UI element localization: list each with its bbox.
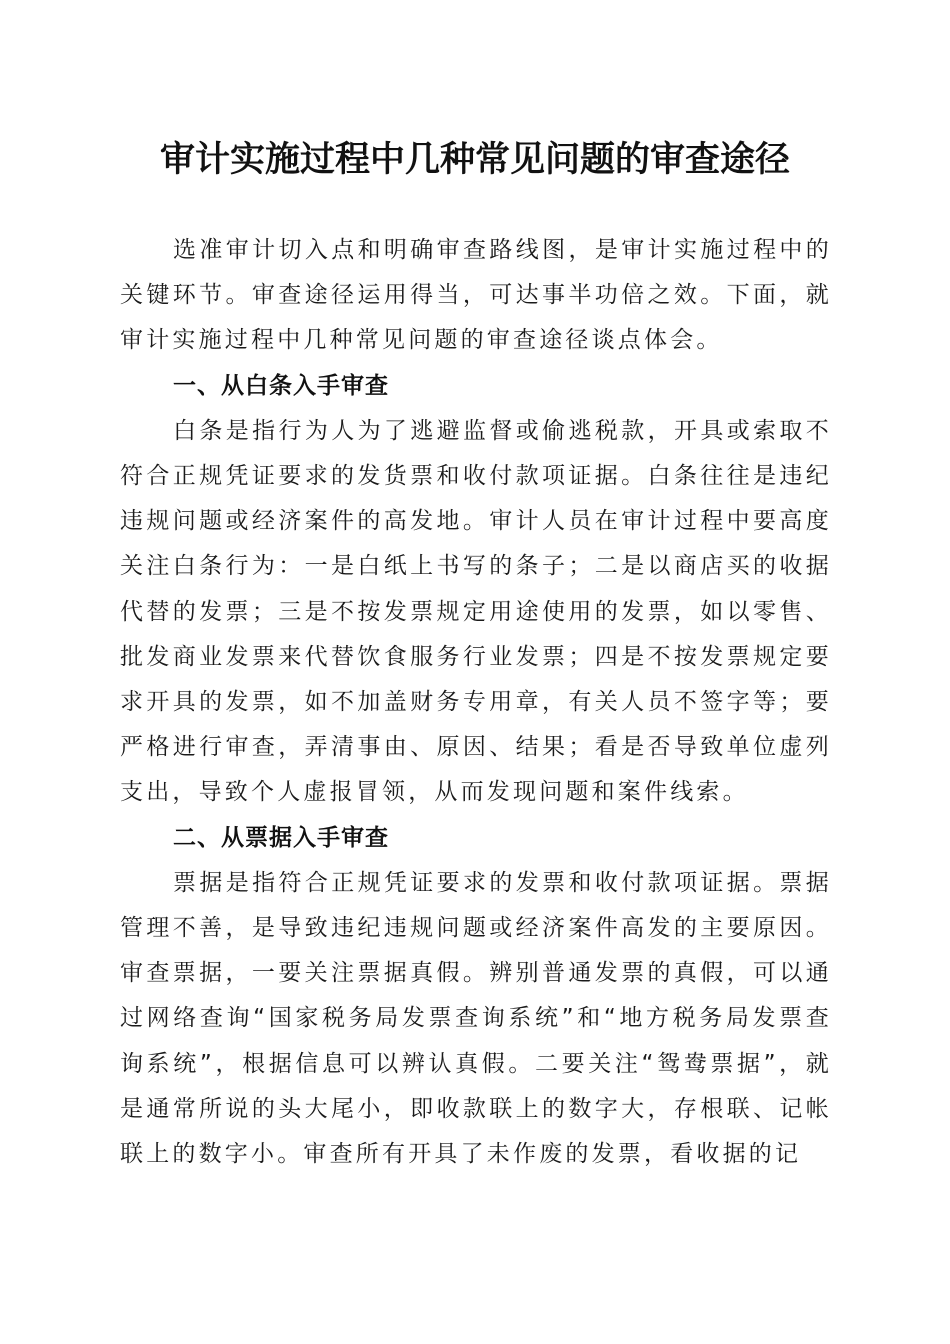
section-heading-2: 二、从票据入手审查 bbox=[173, 824, 389, 851]
document-title: 审计实施过程中几种常见问题的审查途径 bbox=[159, 139, 790, 180]
section-paragraph-2: 票据是指符合正规凭证要求的发票和收付款项证据。票据管理不善，是导致违纪违规问题或经济案件高发的主要原因。审查票据，一要关注票据真假。辨别普通发票的真假，可以通过网络查询“国家税务局发票查询系统”和“地方税务局发票查询系统”，根据信息可以辨认真假。二要关注“鸳鸯票据”，就是通常所说的头大尾小，即收款联上的数字大，存根联、记帐联上的数字小。审查所有开具了未作废的发票，看收据的记 bbox=[120, 869, 832, 1168]
intro-paragraph: 选准审计切入点和明确审查路线图，是审计实施过程中的关键环节。审查途径运用得当，可达事半功倍之效。下面，就审计实施过程中几种常见问题的审查途径谈点体会。 bbox=[120, 237, 832, 354]
section-heading-1: 一、从白条入手审查 bbox=[173, 372, 389, 399]
document-body bbox=[120, 228, 832, 1177]
section-paragraph-1: 白条是指行为人为了逃避监督或偷逃税款，开具或索取不符合正规凭证要求的发货票和收付款项证据。白条往往是违纪违规问题或经济案件的高发地。审计人员在审计过程中要高度关注白条行为：一是白纸上书写的条子；二是以商店买的收据代替的发票；三是不按发票规定用途使用的发票，如以零售、批发商业发票来代替饮食服务行业发票；四是不按发票规定要求开具的发票，如不加盖财务专用章，有关人员不签字等；要严格进行审查，弄清事由、原因、结果；看是否导致单位虚列支出，导致个人虚报冒领，从而发现问题和案件线索。 bbox=[120, 417, 832, 806]
